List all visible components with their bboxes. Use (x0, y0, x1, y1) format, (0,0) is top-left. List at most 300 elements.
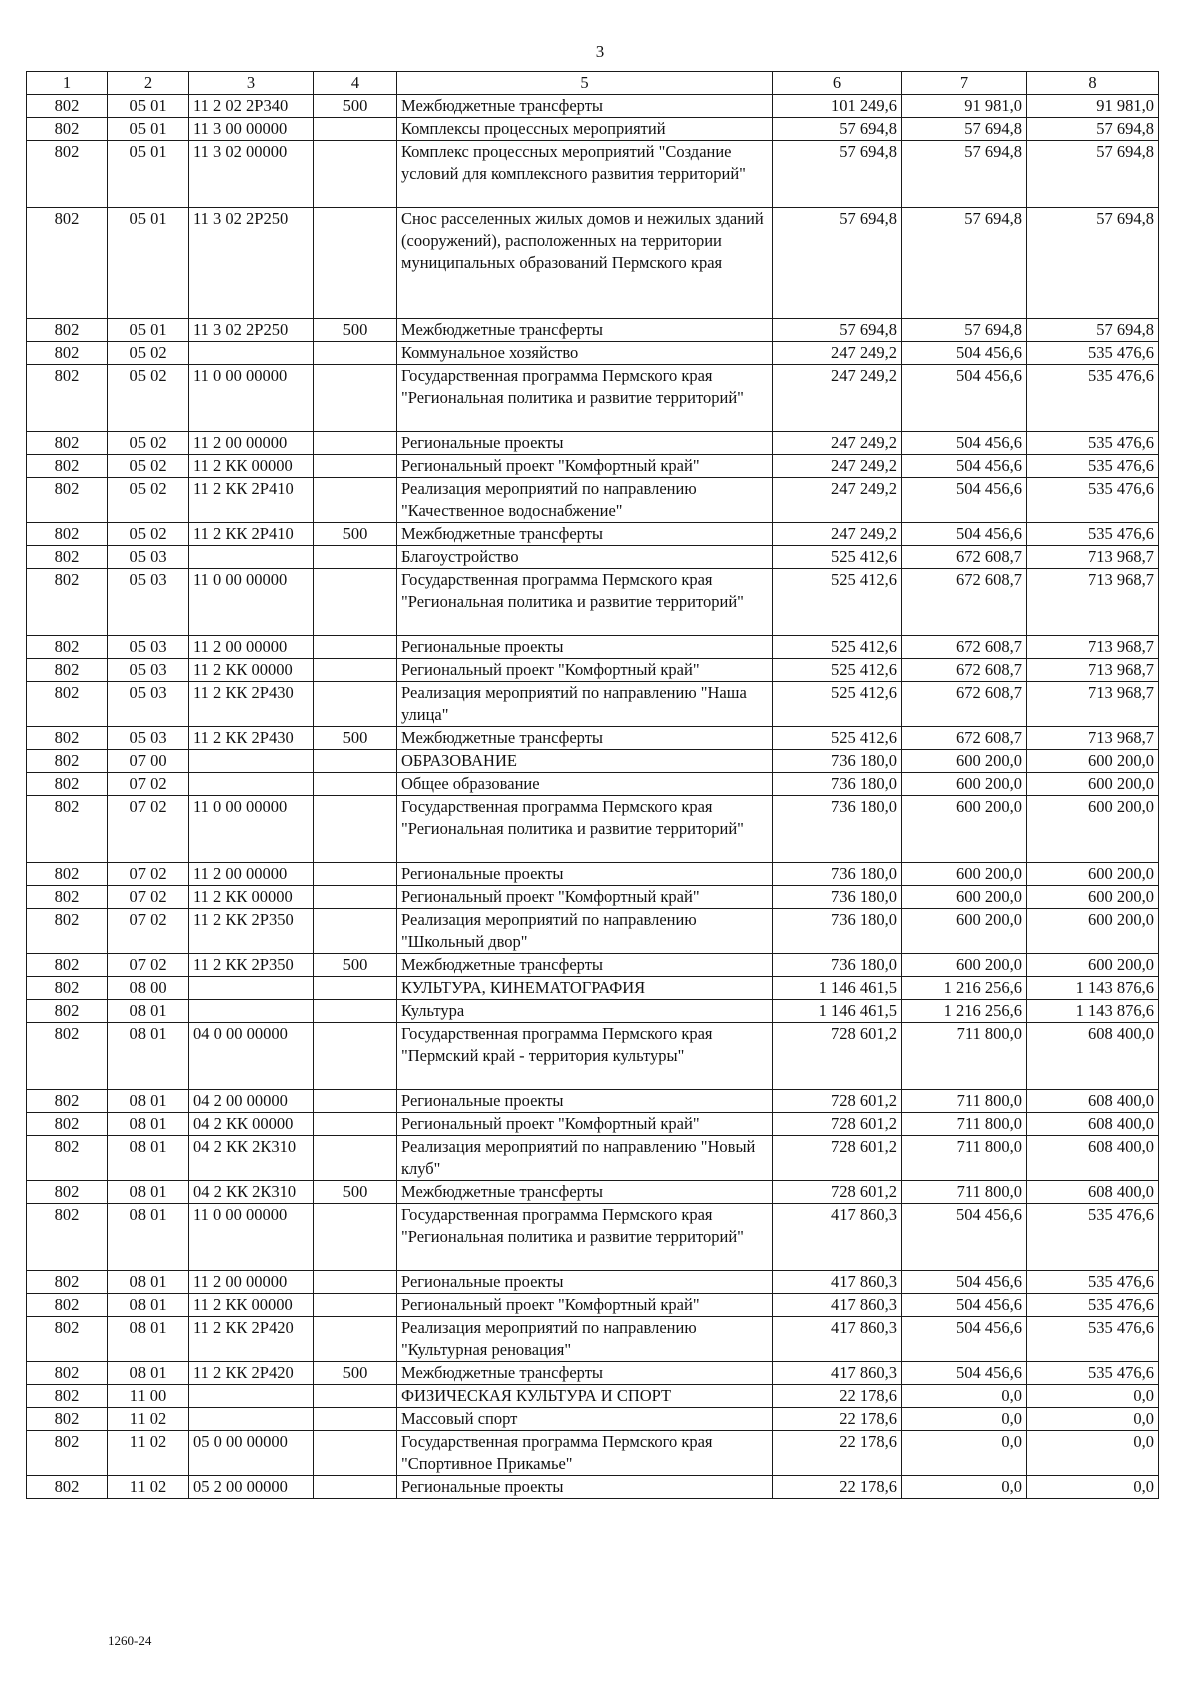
cell-admin-code: 802 (27, 1181, 108, 1204)
cell-amount-year-3: 535 476,6 (1027, 1271, 1159, 1294)
cell-amount-year-1: 525 412,6 (773, 569, 902, 636)
cell-amount-year-1: 736 180,0 (773, 773, 902, 796)
cell-admin-code: 802 (27, 1113, 108, 1136)
table-row (27, 319, 1159, 342)
cell-description: Комплексы процессных мероприятий (397, 118, 773, 141)
cell-expense-type (314, 432, 397, 455)
cell-section-code: 05 03 (108, 659, 189, 682)
table-row (27, 478, 1159, 523)
cell-amount-year-2: 600 200,0 (902, 773, 1027, 796)
header-col-1: 1 (27, 72, 108, 95)
cell-admin-code: 802 (27, 1362, 108, 1385)
cell-admin-code: 802 (27, 478, 108, 523)
cell-amount-year-2: 504 456,6 (902, 455, 1027, 478)
cell-target-article: 11 2 КК 2Р420 (189, 1317, 314, 1362)
cell-description: Реализация мероприятий по направлению "Наша улица" (397, 682, 773, 727)
cell-amount-year-1: 728 601,2 (773, 1136, 902, 1181)
cell-admin-code: 802 (27, 141, 108, 208)
cell-amount-year-2: 1 216 256,6 (902, 1000, 1027, 1023)
cell-description: Государственная программа Пермского края "Региональная политика и развитие территорий" (397, 365, 773, 432)
header-col-2: 2 (108, 72, 189, 95)
cell-description: Реализация мероприятий по направлению "Новый клуб" (397, 1136, 773, 1181)
cell-description: Комплекс процессных мероприятий "Создание условий для комплексного развития территорий" (397, 141, 773, 208)
cell-section-code: 05 02 (108, 432, 189, 455)
cell-amount-year-3: 535 476,6 (1027, 432, 1159, 455)
cell-description: Реализация мероприятий по направлению "Культурная реновация" (397, 1317, 773, 1362)
cell-target-article (189, 977, 314, 1000)
cell-section-code: 11 02 (108, 1408, 189, 1431)
cell-target-article (189, 342, 314, 365)
cell-section-code: 05 02 (108, 523, 189, 546)
header-col-3: 3 (189, 72, 314, 95)
cell-expense-type (314, 478, 397, 523)
table-row (27, 1476, 1159, 1499)
cell-amount-year-3: 535 476,6 (1027, 1317, 1159, 1362)
cell-section-code: 08 01 (108, 1181, 189, 1204)
cell-amount-year-1: 417 860,3 (773, 1362, 902, 1385)
table-row (27, 977, 1159, 1000)
cell-admin-code: 802 (27, 750, 108, 773)
table-row (27, 636, 1159, 659)
cell-expense-type (314, 1476, 397, 1499)
cell-target-article: 11 2 00 00000 (189, 432, 314, 455)
cell-amount-year-3: 535 476,6 (1027, 1362, 1159, 1385)
cell-amount-year-2: 504 456,6 (902, 1317, 1027, 1362)
cell-expense-type (314, 546, 397, 569)
cell-expense-type (314, 1204, 397, 1271)
cell-amount-year-2: 672 608,7 (902, 682, 1027, 727)
cell-amount-year-2: 672 608,7 (902, 659, 1027, 682)
cell-description: Благоустройство (397, 546, 773, 569)
cell-amount-year-2: 600 200,0 (902, 863, 1027, 886)
cell-expense-type (314, 796, 397, 863)
cell-admin-code: 802 (27, 682, 108, 727)
cell-section-code: 05 01 (108, 208, 189, 319)
cell-amount-year-3: 1 143 876,6 (1027, 977, 1159, 1000)
cell-section-code: 05 02 (108, 342, 189, 365)
cell-amount-year-3: 608 400,0 (1027, 1136, 1159, 1181)
cell-amount-year-1: 525 412,6 (773, 682, 902, 727)
cell-section-code: 05 01 (108, 95, 189, 118)
cell-target-article: 11 0 00 00000 (189, 1204, 314, 1271)
table-row (27, 750, 1159, 773)
cell-target-article (189, 1385, 314, 1408)
cell-amount-year-1: 736 180,0 (773, 750, 902, 773)
cell-target-article (189, 1000, 314, 1023)
cell-target-article: 11 3 02 00000 (189, 141, 314, 208)
cell-admin-code: 802 (27, 208, 108, 319)
cell-target-article: 11 0 00 00000 (189, 796, 314, 863)
cell-target-article (189, 546, 314, 569)
cell-admin-code: 802 (27, 1136, 108, 1181)
cell-description: Государственная программа Пермского края "Региональная политика и развитие территорий" (397, 569, 773, 636)
cell-target-article: 05 0 00 00000 (189, 1431, 314, 1476)
cell-admin-code: 802 (27, 773, 108, 796)
cell-amount-year-1: 417 860,3 (773, 1317, 902, 1362)
cell-expense-type (314, 569, 397, 636)
cell-amount-year-2: 711 800,0 (902, 1023, 1027, 1090)
cell-admin-code: 802 (27, 1204, 108, 1271)
cell-amount-year-2: 504 456,6 (902, 365, 1027, 432)
cell-expense-type: 500 (314, 1181, 397, 1204)
cell-admin-code: 802 (27, 1431, 108, 1476)
table-row (27, 95, 1159, 118)
cell-amount-year-2: 0,0 (902, 1385, 1027, 1408)
table-row (27, 1408, 1159, 1431)
cell-target-article: 11 2 КК 00000 (189, 1294, 314, 1317)
cell-expense-type (314, 1271, 397, 1294)
cell-section-code: 07 02 (108, 954, 189, 977)
cell-section-code: 11 00 (108, 1385, 189, 1408)
cell-amount-year-2: 504 456,6 (902, 432, 1027, 455)
cell-admin-code: 802 (27, 1317, 108, 1362)
cell-amount-year-3: 600 200,0 (1027, 954, 1159, 977)
cell-expense-type (314, 365, 397, 432)
cell-amount-year-3: 713 968,7 (1027, 659, 1159, 682)
cell-amount-year-2: 504 456,6 (902, 1294, 1027, 1317)
cell-amount-year-1: 57 694,8 (773, 319, 902, 342)
cell-admin-code: 802 (27, 1090, 108, 1113)
cell-amount-year-1: 736 180,0 (773, 909, 902, 954)
header-col-6: 6 (773, 72, 902, 95)
cell-target-article: 11 2 КК 2Р410 (189, 478, 314, 523)
cell-amount-year-1: 247 249,2 (773, 365, 902, 432)
table-row (27, 1385, 1159, 1408)
cell-section-code: 05 01 (108, 141, 189, 208)
cell-expense-type (314, 863, 397, 886)
cell-amount-year-2: 600 200,0 (902, 796, 1027, 863)
cell-amount-year-2: 57 694,8 (902, 118, 1027, 141)
cell-amount-year-3: 91 981,0 (1027, 95, 1159, 118)
document-code: 1260-24 (108, 1633, 152, 1648)
cell-section-code: 05 03 (108, 727, 189, 750)
cell-amount-year-3: 535 476,6 (1027, 455, 1159, 478)
cell-amount-year-1: 101 249,6 (773, 95, 902, 118)
cell-amount-year-2: 1 216 256,6 (902, 977, 1027, 1000)
cell-target-article: 11 2 02 2Р340 (189, 95, 314, 118)
cell-expense-type: 500 (314, 1362, 397, 1385)
cell-section-code: 05 03 (108, 569, 189, 636)
table-row (27, 208, 1159, 319)
cell-amount-year-1: 736 180,0 (773, 954, 902, 977)
cell-amount-year-3: 713 968,7 (1027, 569, 1159, 636)
cell-expense-type (314, 1000, 397, 1023)
cell-amount-year-3: 600 200,0 (1027, 886, 1159, 909)
table-row (27, 863, 1159, 886)
cell-target-article: 11 2 КК 00000 (189, 659, 314, 682)
cell-expense-type (314, 1090, 397, 1113)
cell-amount-year-1: 736 180,0 (773, 796, 902, 863)
cell-amount-year-2: 0,0 (902, 1431, 1027, 1476)
cell-target-article: 04 2 КК 2К310 (189, 1181, 314, 1204)
cell-amount-year-1: 736 180,0 (773, 886, 902, 909)
table-row (27, 118, 1159, 141)
cell-section-code: 11 02 (108, 1431, 189, 1476)
cell-amount-year-2: 504 456,6 (902, 1271, 1027, 1294)
cell-amount-year-3: 57 694,8 (1027, 118, 1159, 141)
cell-expense-type (314, 141, 397, 208)
cell-expense-type (314, 1136, 397, 1181)
cell-expense-type: 500 (314, 319, 397, 342)
cell-description: Региональные проекты (397, 432, 773, 455)
table-row (27, 432, 1159, 455)
cell-amount-year-2: 504 456,6 (902, 478, 1027, 523)
cell-amount-year-3: 608 400,0 (1027, 1023, 1159, 1090)
cell-amount-year-1: 417 860,3 (773, 1204, 902, 1271)
cell-section-code: 07 02 (108, 773, 189, 796)
cell-section-code: 07 02 (108, 796, 189, 863)
cell-expense-type (314, 1317, 397, 1362)
cell-amount-year-2: 0,0 (902, 1476, 1027, 1499)
cell-amount-year-1: 57 694,8 (773, 208, 902, 319)
cell-description: КУЛЬТУРА, КИНЕМАТОГРАФИЯ (397, 977, 773, 1000)
cell-amount-year-2: 600 200,0 (902, 750, 1027, 773)
cell-admin-code: 802 (27, 569, 108, 636)
cell-target-article: 11 3 02 2Р250 (189, 319, 314, 342)
cell-section-code: 05 03 (108, 682, 189, 727)
cell-section-code: 08 01 (108, 1271, 189, 1294)
cell-amount-year-1: 247 249,2 (773, 342, 902, 365)
table-row (27, 1181, 1159, 1204)
cell-amount-year-3: 57 694,8 (1027, 208, 1159, 319)
cell-target-article: 11 2 КК 2Р350 (189, 954, 314, 977)
cell-amount-year-1: 417 860,3 (773, 1271, 902, 1294)
cell-amount-year-2: 504 456,6 (902, 1204, 1027, 1271)
cell-admin-code: 802 (27, 1476, 108, 1499)
table-row (27, 1271, 1159, 1294)
cell-description: Массовый спорт (397, 1408, 773, 1431)
cell-admin-code: 802 (27, 727, 108, 750)
cell-section-code: 07 02 (108, 886, 189, 909)
cell-amount-year-3: 535 476,6 (1027, 1294, 1159, 1317)
cell-amount-year-2: 57 694,8 (902, 208, 1027, 319)
table-row (27, 796, 1159, 863)
cell-expense-type (314, 682, 397, 727)
cell-description: ФИЗИЧЕСКАЯ КУЛЬТУРА И СПОРТ (397, 1385, 773, 1408)
table-body (27, 95, 1159, 1499)
cell-admin-code: 802 (27, 1000, 108, 1023)
cell-section-code: 07 00 (108, 750, 189, 773)
cell-target-article: 11 2 00 00000 (189, 863, 314, 886)
cell-amount-year-3: 600 200,0 (1027, 909, 1159, 954)
cell-description: Государственная программа Пермского края "Спортивное Прикамье" (397, 1431, 773, 1476)
cell-admin-code: 802 (27, 432, 108, 455)
table-row (27, 569, 1159, 636)
table-row (27, 342, 1159, 365)
cell-amount-year-3: 0,0 (1027, 1431, 1159, 1476)
cell-description: Государственная программа Пермского края "Региональная политика и развитие территорий" (397, 796, 773, 863)
cell-expense-type (314, 750, 397, 773)
table-row (27, 954, 1159, 977)
cell-expense-type (314, 1023, 397, 1090)
cell-target-article: 11 2 КК 2Р350 (189, 909, 314, 954)
cell-amount-year-3: 535 476,6 (1027, 478, 1159, 523)
cell-description: ОБРАЗОВАНИЕ (397, 750, 773, 773)
cell-description: Региональные проекты (397, 1476, 773, 1499)
cell-expense-type: 500 (314, 523, 397, 546)
cell-description: Коммунальное хозяйство (397, 342, 773, 365)
cell-amount-year-1: 525 412,6 (773, 546, 902, 569)
cell-target-article: 11 2 КК 2Р420 (189, 1362, 314, 1385)
table-row (27, 1317, 1159, 1362)
cell-expense-type (314, 886, 397, 909)
cell-section-code: 08 01 (108, 1136, 189, 1181)
cell-amount-year-3: 608 400,0 (1027, 1113, 1159, 1136)
cell-expense-type (314, 1113, 397, 1136)
cell-description: Общее образование (397, 773, 773, 796)
table-row (27, 909, 1159, 954)
cell-description: Межбюджетные трансферты (397, 1362, 773, 1385)
cell-amount-year-3: 1 143 876,6 (1027, 1000, 1159, 1023)
cell-target-article: 11 2 КК 2Р430 (189, 682, 314, 727)
cell-expense-type (314, 909, 397, 954)
header-col-5: 5 (397, 72, 773, 95)
cell-admin-code: 802 (27, 1408, 108, 1431)
cell-amount-year-3: 608 400,0 (1027, 1090, 1159, 1113)
cell-expense-type (314, 208, 397, 319)
cell-description: Межбюджетные трансферты (397, 523, 773, 546)
cell-admin-code: 802 (27, 796, 108, 863)
cell-amount-year-3: 600 200,0 (1027, 796, 1159, 863)
cell-amount-year-2: 672 608,7 (902, 636, 1027, 659)
cell-section-code: 11 02 (108, 1476, 189, 1499)
header-row (27, 72, 1159, 95)
cell-amount-year-3: 0,0 (1027, 1408, 1159, 1431)
cell-amount-year-1: 247 249,2 (773, 523, 902, 546)
cell-target-article: 04 0 00 00000 (189, 1023, 314, 1090)
cell-target-article: 11 0 00 00000 (189, 365, 314, 432)
cell-amount-year-2: 0,0 (902, 1408, 1027, 1431)
cell-description: Региональный проект "Комфортный край" (397, 455, 773, 478)
cell-target-article: 11 3 02 2Р250 (189, 208, 314, 319)
cell-admin-code: 802 (27, 1023, 108, 1090)
table-row (27, 455, 1159, 478)
cell-admin-code: 802 (27, 455, 108, 478)
cell-amount-year-2: 600 200,0 (902, 909, 1027, 954)
cell-amount-year-3: 57 694,8 (1027, 319, 1159, 342)
cell-amount-year-1: 728 601,2 (773, 1181, 902, 1204)
table-row (27, 1431, 1159, 1476)
cell-expense-type (314, 118, 397, 141)
cell-expense-type (314, 636, 397, 659)
table-row (27, 1136, 1159, 1181)
cell-target-article: 11 2 КК 00000 (189, 455, 314, 478)
cell-amount-year-2: 504 456,6 (902, 523, 1027, 546)
cell-description: Региональные проекты (397, 1271, 773, 1294)
cell-amount-year-2: 711 800,0 (902, 1181, 1027, 1204)
cell-target-article: 04 2 00 00000 (189, 1090, 314, 1113)
cell-section-code: 08 01 (108, 1204, 189, 1271)
cell-amount-year-2: 672 608,7 (902, 727, 1027, 750)
cell-section-code: 05 02 (108, 455, 189, 478)
cell-target-article: 11 2 КК 2Р430 (189, 727, 314, 750)
cell-amount-year-1: 22 178,6 (773, 1385, 902, 1408)
cell-description: Региональный проект "Комфортный край" (397, 1294, 773, 1317)
cell-description: Региональный проект "Комфортный край" (397, 886, 773, 909)
cell-description: Региональный проект "Комфортный край" (397, 1113, 773, 1136)
cell-amount-year-1: 728 601,2 (773, 1090, 902, 1113)
table-row (27, 886, 1159, 909)
cell-target-article: 11 0 00 00000 (189, 569, 314, 636)
cell-expense-type (314, 1294, 397, 1317)
cell-target-article: 11 2 КК 00000 (189, 886, 314, 909)
table-row (27, 1000, 1159, 1023)
cell-description: Региональные проекты (397, 636, 773, 659)
cell-amount-year-1: 22 178,6 (773, 1476, 902, 1499)
header-col-7: 7 (902, 72, 1027, 95)
cell-expense-type (314, 1385, 397, 1408)
cell-description: Межбюджетные трансферты (397, 1181, 773, 1204)
cell-description: Реализация мероприятий по направлению "Школьный двор" (397, 909, 773, 954)
table-row (27, 523, 1159, 546)
cell-amount-year-1: 728 601,2 (773, 1113, 902, 1136)
cell-admin-code: 802 (27, 659, 108, 682)
cell-amount-year-1: 22 178,6 (773, 1408, 902, 1431)
cell-admin-code: 802 (27, 523, 108, 546)
budget-table (26, 71, 1159, 1499)
cell-amount-year-1: 57 694,8 (773, 141, 902, 208)
table-row (27, 727, 1159, 750)
cell-description: Снос расселенных жилых домов и нежилых зданий (сооружений), расположенных на территории муниципальных образований Пермского края (397, 208, 773, 319)
cell-section-code: 08 01 (108, 1000, 189, 1023)
cell-admin-code: 802 (27, 1294, 108, 1317)
cell-description: Региональные проекты (397, 1090, 773, 1113)
table-row (27, 659, 1159, 682)
table-row (27, 365, 1159, 432)
cell-target-article: 11 2 00 00000 (189, 1271, 314, 1294)
cell-amount-year-2: 600 200,0 (902, 954, 1027, 977)
cell-amount-year-1: 1 146 461,5 (773, 977, 902, 1000)
cell-section-code: 05 01 (108, 319, 189, 342)
cell-amount-year-3: 535 476,6 (1027, 1204, 1159, 1271)
cell-amount-year-3: 600 200,0 (1027, 750, 1159, 773)
cell-expense-type (314, 773, 397, 796)
cell-description: Региональные проекты (397, 863, 773, 886)
cell-amount-year-2: 504 456,6 (902, 1362, 1027, 1385)
cell-admin-code: 802 (27, 342, 108, 365)
cell-amount-year-2: 711 800,0 (902, 1113, 1027, 1136)
cell-amount-year-2: 672 608,7 (902, 546, 1027, 569)
cell-section-code: 05 03 (108, 636, 189, 659)
table-row (27, 682, 1159, 727)
cell-section-code: 05 02 (108, 365, 189, 432)
cell-amount-year-2: 711 800,0 (902, 1090, 1027, 1113)
cell-amount-year-1: 525 412,6 (773, 636, 902, 659)
cell-description: Межбюджетные трансферты (397, 319, 773, 342)
cell-admin-code: 802 (27, 546, 108, 569)
cell-section-code: 08 01 (108, 1317, 189, 1362)
cell-admin-code: 802 (27, 95, 108, 118)
table-row (27, 773, 1159, 796)
cell-admin-code: 802 (27, 118, 108, 141)
header-col-4: 4 (314, 72, 397, 95)
cell-admin-code: 802 (27, 886, 108, 909)
cell-amount-year-3: 713 968,7 (1027, 682, 1159, 727)
cell-section-code: 05 03 (108, 546, 189, 569)
cell-section-code: 08 01 (108, 1113, 189, 1136)
cell-amount-year-3: 713 968,7 (1027, 636, 1159, 659)
cell-description: Межбюджетные трансферты (397, 954, 773, 977)
cell-target-article: 04 2 КК 00000 (189, 1113, 314, 1136)
cell-description: Региональный проект "Комфортный край" (397, 659, 773, 682)
cell-section-code: 08 01 (108, 1023, 189, 1090)
cell-amount-year-1: 1 146 461,5 (773, 1000, 902, 1023)
cell-amount-year-2: 504 456,6 (902, 342, 1027, 365)
cell-amount-year-2: 57 694,8 (902, 319, 1027, 342)
cell-amount-year-2: 672 608,7 (902, 569, 1027, 636)
cell-description: Государственная программа Пермского края "Пермский край - территория культуры" (397, 1023, 773, 1090)
header-col-8: 8 (1027, 72, 1159, 95)
